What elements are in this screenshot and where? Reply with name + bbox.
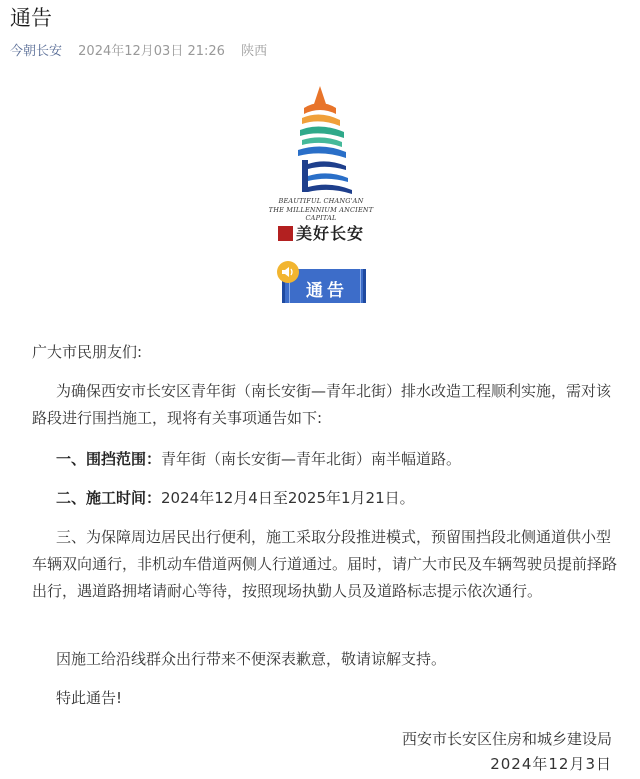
item-2 <box>32 485 620 512</box>
seal-icon <box>278 226 293 241</box>
item-1-label: 一、围挡范围： <box>56 450 162 468</box>
logo-name-text: 美好长安 <box>296 224 365 243</box>
publish-time: 2024年12月03日 21:26 <box>78 44 225 59</box>
item-3-text: 三、为保障周边居民出行便利，施工采取分段推进模式，预留围挡段北侧通道供小型车辆双向通行，非机动车借道两侧人行道通过。届时，请广大市民及车辆驾驶员提前择路出行，遇道路拥堵请耐心等待，按照现场执勤人员及道路标志提示依次通行。 <box>32 528 618 600</box>
pagoda-logo-icon <box>256 84 386 199</box>
beautiful-changan-logo <box>256 84 386 244</box>
article-meta <box>10 40 267 59</box>
account-link[interactable]: 今朝长安 <box>10 44 63 59</box>
logo-caption-2: THE MILLENNIUM ANCIENT CAPITAL <box>268 206 374 222</box>
item-1 <box>32 446 620 473</box>
item-1-text: 青年街（南长安街—青年北街）南半幅道路。 <box>161 450 462 468</box>
item-3 <box>32 524 622 605</box>
notice-badge <box>277 261 373 307</box>
intro-text: 为确保西安市长安区青年街（南长安街—青年北街）排水改造工程顺利实施，需对该路段进行围挡施工，现将有关事项通告如下: <box>32 382 612 427</box>
greeting: 广大市民朋友们: <box>32 343 143 361</box>
notice-badge-label: 通告 <box>306 281 348 301</box>
speaker-icon <box>277 261 299 283</box>
issue-date: 2024年12月3日 <box>490 755 612 773</box>
publish-location: 陕西 <box>241 44 268 59</box>
apology-paragraph <box>32 646 620 673</box>
intro-paragraph <box>32 378 622 432</box>
item-2-label: 二、施工时间： <box>56 489 162 507</box>
page-title: 通告 <box>10 6 52 30</box>
apology-text: 因施工给沿线群众出行带来不便深表歉意，敬请谅解支持。 <box>56 650 447 668</box>
issuer: 西安市长安区住房和城乡建设局 <box>401 730 612 748</box>
item-2-text: 2024年12月4日至2025年1月21日。 <box>161 489 415 507</box>
logo-caption-1: BEAUTIFUL CHANG'AN <box>278 197 364 205</box>
closing-text: 特此通告! <box>56 689 123 707</box>
logo-name <box>278 221 364 244</box>
closing-paragraph <box>32 685 620 712</box>
